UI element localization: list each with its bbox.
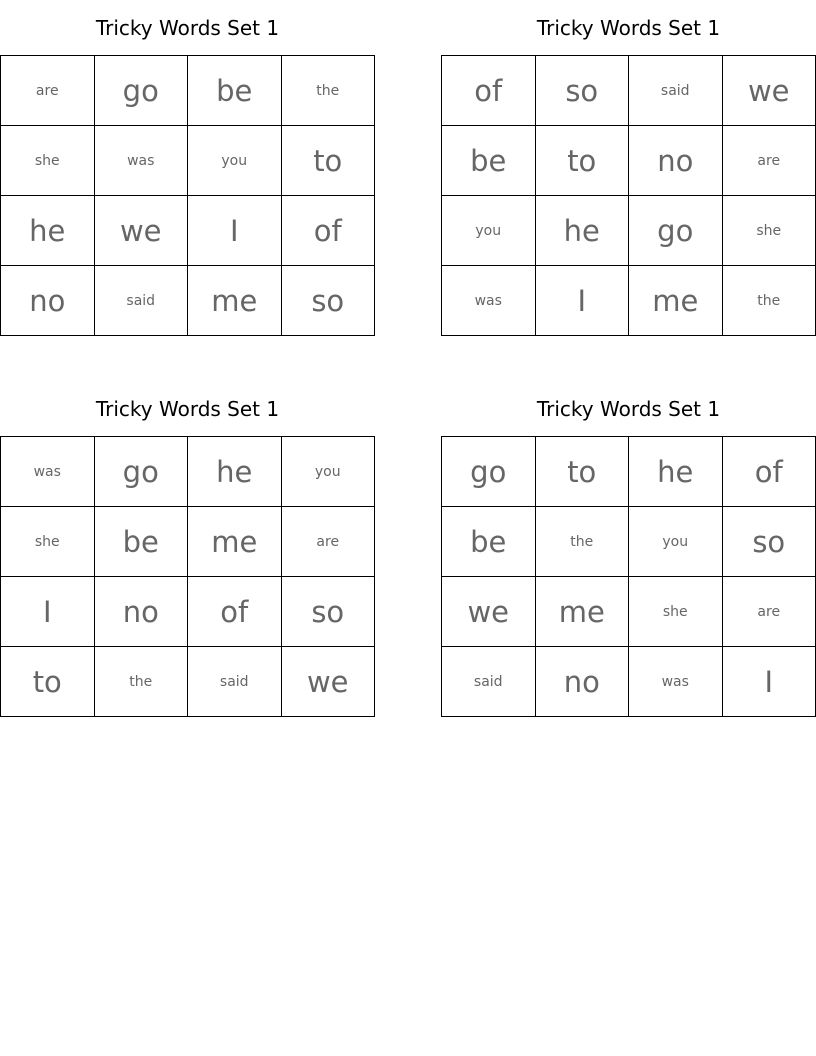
word-cell: I xyxy=(535,266,629,336)
word-cell: be xyxy=(188,56,282,126)
word-cell: go xyxy=(94,437,188,507)
grid-row xyxy=(1,507,375,577)
bingo-card-4 xyxy=(441,381,816,717)
bingo-card-2 xyxy=(441,0,816,336)
word-cell: you xyxy=(442,196,536,266)
word-cell: we xyxy=(442,577,536,647)
word-cell: she xyxy=(1,126,95,196)
card-title: Tricky Words Set 1 xyxy=(536,397,721,421)
word-grid xyxy=(0,436,375,717)
grid-row xyxy=(1,437,375,507)
word-cell: no xyxy=(535,647,629,717)
word-grid xyxy=(441,55,816,336)
word-cell: he xyxy=(188,437,282,507)
grid-row xyxy=(1,56,375,126)
grid-row xyxy=(1,126,375,196)
grid-row xyxy=(442,647,816,717)
grid-row xyxy=(442,437,816,507)
word-cell: me xyxy=(629,266,723,336)
word-cell: we xyxy=(722,56,816,126)
word-cell: said xyxy=(94,266,188,336)
grid-row xyxy=(1,266,375,336)
word-cell: be xyxy=(442,507,536,577)
word-cell: so xyxy=(722,507,816,577)
word-cell: no xyxy=(94,577,188,647)
grid-row xyxy=(1,647,375,717)
grid-row xyxy=(442,577,816,647)
word-cell: me xyxy=(188,507,282,577)
grid-row xyxy=(442,56,816,126)
word-cell: be xyxy=(94,507,188,577)
grid-row xyxy=(442,126,816,196)
grid-row xyxy=(442,266,816,336)
grid-row xyxy=(442,507,816,577)
word-cell: we xyxy=(94,196,188,266)
grid-row xyxy=(442,196,816,266)
word-cell: so xyxy=(281,577,375,647)
word-cell: to xyxy=(535,437,629,507)
word-cell: you xyxy=(188,126,282,196)
word-cell: was xyxy=(1,437,95,507)
word-cell: are xyxy=(1,56,95,126)
word-cell: said xyxy=(442,647,536,717)
word-cell: you xyxy=(281,437,375,507)
word-cell: go xyxy=(442,437,536,507)
word-grid xyxy=(441,436,816,717)
word-cell: so xyxy=(535,56,629,126)
bingo-card-1 xyxy=(0,0,375,336)
word-cell: are xyxy=(722,577,816,647)
word-cell: the xyxy=(535,507,629,577)
word-cell: she xyxy=(629,577,723,647)
word-cell: of xyxy=(281,196,375,266)
bingo-card-3 xyxy=(0,381,375,717)
word-cell: I xyxy=(188,196,282,266)
word-cell: I xyxy=(1,577,95,647)
word-cell: he xyxy=(535,196,629,266)
word-cell: of xyxy=(722,437,816,507)
word-cell: me xyxy=(188,266,282,336)
word-cell: are xyxy=(281,507,375,577)
word-cell: no xyxy=(629,126,723,196)
word-cell: she xyxy=(722,196,816,266)
grid-row xyxy=(1,577,375,647)
card-title: Tricky Words Set 1 xyxy=(536,16,721,40)
word-cell: was xyxy=(94,126,188,196)
word-cell: go xyxy=(94,56,188,126)
word-cell: he xyxy=(629,437,723,507)
word-cell: go xyxy=(629,196,723,266)
card-title: Tricky Words Set 1 xyxy=(95,397,280,421)
word-cell: was xyxy=(442,266,536,336)
word-cell: the xyxy=(281,56,375,126)
word-cell: I xyxy=(722,647,816,717)
word-cell: be xyxy=(442,126,536,196)
word-cell: she xyxy=(1,507,95,577)
word-cell: are xyxy=(722,126,816,196)
word-cell: so xyxy=(281,266,375,336)
word-cell: of xyxy=(442,56,536,126)
word-cell: the xyxy=(722,266,816,336)
word-cell: he xyxy=(1,196,95,266)
word-cell: to xyxy=(535,126,629,196)
word-cell: said xyxy=(188,647,282,717)
word-cell: we xyxy=(281,647,375,717)
word-cell: of xyxy=(188,577,282,647)
card-title: Tricky Words Set 1 xyxy=(95,16,280,40)
word-cell: to xyxy=(281,126,375,196)
word-grid xyxy=(0,55,375,336)
word-cell: the xyxy=(94,647,188,717)
word-cell: said xyxy=(629,56,723,126)
word-cell: was xyxy=(629,647,723,717)
word-cell: you xyxy=(629,507,723,577)
word-cell: me xyxy=(535,577,629,647)
word-cell: to xyxy=(1,647,95,717)
word-cell: no xyxy=(1,266,95,336)
grid-row xyxy=(1,196,375,266)
